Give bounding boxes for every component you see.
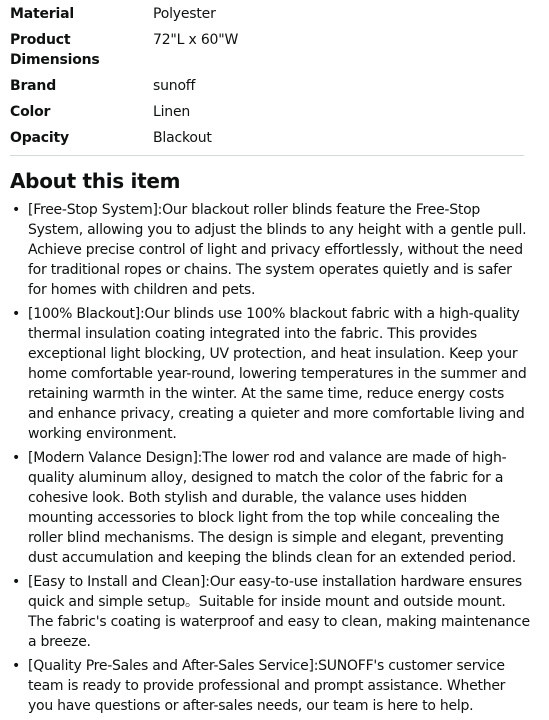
bullet-item <box>10 448 530 568</box>
spec-label: Product Dimensions <box>10 32 100 68</box>
bullet-dot-icon: • <box>12 202 21 218</box>
spec-label: Material <box>10 6 74 22</box>
bullet-item <box>10 656 530 716</box>
bullet-text: [Free-Stop System]:Our blackout roller blinds feature the Free-Stop System, allowing you to adjust the blinds to any height with a gentle pull. Achieve precise control of light and privacy effortlessly, without the need for traditional ropes or chains. The system operates quietly and is safer for homes with children and pets. <box>28 202 527 298</box>
spec-row-dimensions <box>10 24 534 70</box>
spec-label: Opacity <box>10 130 69 146</box>
spec-row-opacity <box>10 122 534 148</box>
spec-row-color <box>10 96 534 122</box>
bullet-item <box>10 572 530 652</box>
bullet-dot-icon: • <box>12 658 21 674</box>
spec-value: sunoff <box>153 78 196 94</box>
spec-row-brand <box>10 70 534 96</box>
product-details <box>10 0 534 714</box>
bullet-item <box>10 304 530 444</box>
spec-value: 72"L x 60"W <box>153 32 239 48</box>
spec-value: Polyester <box>153 6 216 22</box>
spec-row-material <box>10 0 534 24</box>
bullet-dot-icon: • <box>12 450 21 466</box>
bullet-dot-icon: • <box>12 306 21 322</box>
about-heading: About this item <box>10 169 181 193</box>
product-specs-table <box>10 0 534 148</box>
bullet-text: [Easy to Install and Clean]:Our easy-to-use installation hardware ensures quick and simple setup。Suitable for inside mount and outside mount. The fabric's coating is waterproof and easy to clean, making maintenance a breeze. <box>28 574 530 650</box>
section-divider <box>10 155 524 156</box>
bullet-dot-icon: • <box>12 574 21 590</box>
spec-value: Linen <box>153 104 191 120</box>
spec-label: Color <box>10 104 51 120</box>
spec-label: Brand <box>10 78 57 94</box>
bullet-item <box>10 200 530 300</box>
bullet-text: [Modern Valance Design]:The lower rod and valance are made of high-quality aluminum alloy, designed to match the color of the fabric for a cohesive look. Both stylish and durable, the valance uses hidden mounting accessories to block light from the top while concealing the roller blind mechanisms. The design is simple and elegant, preventing dust accumulation and keeping the blinds clean for an extended period. <box>28 450 517 566</box>
spec-value: Blackout <box>153 130 212 146</box>
bullet-text: [Quality Pre-Sales and After-Sales Service]:SUNOFF's customer service team is ready to provide professional and prompt assistance. Whether you have questions or after-sales needs, our team is here to help. <box>28 658 506 714</box>
about-bullet-list <box>10 200 530 720</box>
bullet-text: [100% Blackout]:Our blinds use 100% blackout fabric with a high-quality thermal insulation coating integrated into the fabric. This provides exceptional light blocking, UV protection, and heat insulation. Keep your home comfortable year-round, lowering temperatures in the summer and retaining warmth in the winter. At the same time, reduce energy costs and enhance privacy, creating a quieter and more comfortable living and working environment. <box>28 306 527 442</box>
